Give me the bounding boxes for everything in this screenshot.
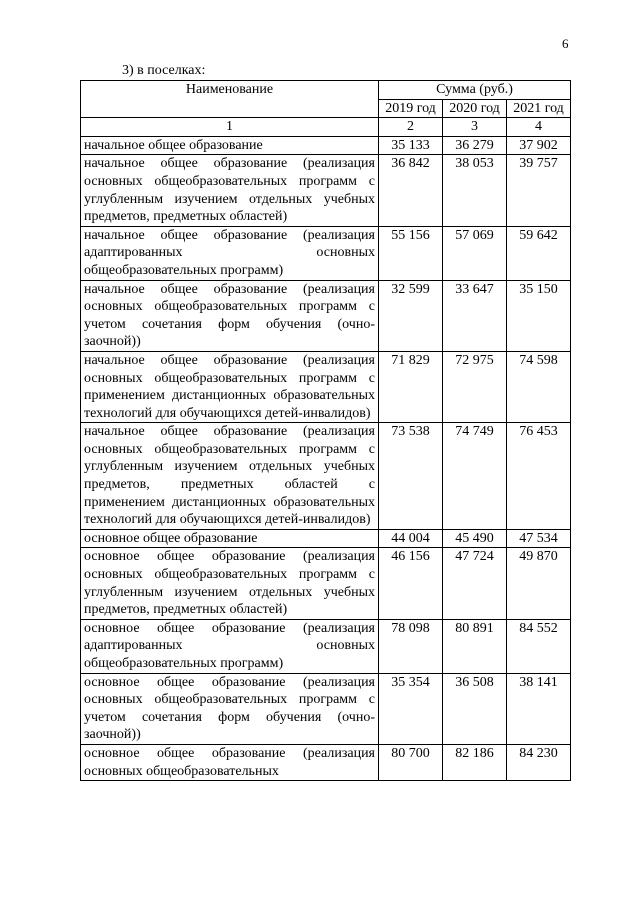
value-2020: 36 279 — [443, 136, 507, 155]
table-row — [81, 548, 571, 619]
value-2019: 80 700 — [379, 744, 443, 780]
value-2020: 47 724 — [443, 548, 507, 619]
value-2021: 74 598 — [507, 351, 571, 422]
table-row — [81, 529, 571, 548]
value-2020: 80 891 — [443, 619, 507, 673]
value-2020: 74 749 — [443, 423, 507, 530]
table-row — [81, 155, 571, 226]
table-row — [81, 619, 571, 673]
table-row — [81, 226, 571, 280]
value-2019: 35 354 — [379, 673, 443, 744]
value-2021: 84 552 — [507, 619, 571, 673]
value-2021: 49 870 — [507, 548, 571, 619]
value-2019: 36 842 — [379, 155, 443, 226]
header-sum: Сумма (руб.) — [379, 81, 571, 100]
page-number: 6 — [562, 36, 569, 51]
header-row — [81, 81, 571, 100]
row-name: начальное общее образование — [81, 136, 379, 155]
value-2020: 57 069 — [443, 226, 507, 280]
table-row — [81, 280, 571, 351]
value-2021: 39 757 — [507, 155, 571, 226]
table-row — [81, 351, 571, 422]
value-2020: 36 508 — [443, 673, 507, 744]
cost-table — [80, 80, 571, 781]
value-2020: 38 053 — [443, 155, 507, 226]
value-2021: 76 453 — [507, 423, 571, 530]
value-2019: 71 829 — [379, 351, 443, 422]
value-2019: 35 133 — [379, 136, 443, 155]
header-name: Наименование — [81, 81, 379, 118]
table-row — [81, 673, 571, 744]
row-name: основное общее образование (реализация адаптированных основных общеобразовательных программ) — [81, 619, 379, 673]
value-2021: 84 230 — [507, 744, 571, 780]
row-name: основное общее образование (реализация основных общеобразовательных программ с учетом сочетания форм обучения (очно-заочной)) — [81, 673, 379, 744]
row-name: основное общее образование (реализация основных общеобразовательных — [81, 744, 379, 780]
table-row — [81, 423, 571, 530]
row-name: начальное общее образование (реализация основных общеобразовательных программ с углубленным изучением отдельных учебных предметов, предметных областей с применением дистанционных образовательных технологий для обучающихся детей-инвалидов) — [81, 423, 379, 530]
row-name: начальное общее образование (реализация основных общеобразовательных программ с учетом сочетания форм обучения (очно-заочной)) — [81, 280, 379, 351]
column-number: 1 — [81, 118, 379, 137]
column-number: 2 — [379, 118, 443, 137]
value-2019: 78 098 — [379, 619, 443, 673]
table-row — [81, 136, 571, 155]
value-2019: 44 004 — [379, 529, 443, 548]
row-name: основное общее образование (реализация основных общеобразовательных программ с углубленным изучением отдельных учебных предметов, предметных областей) — [81, 548, 379, 619]
table-row — [81, 744, 571, 780]
value-2020: 33 647 — [443, 280, 507, 351]
value-2020: 82 186 — [443, 744, 507, 780]
row-name: начальное общее образование (реализация основных общеобразовательных программ с углубленным изучением отдельных учебных предметов, предметных областей) — [81, 155, 379, 226]
value-2021: 35 150 — [507, 280, 571, 351]
value-2019: 55 156 — [379, 226, 443, 280]
value-2021: 59 642 — [507, 226, 571, 280]
column-number: 3 — [443, 118, 507, 137]
value-2020: 45 490 — [443, 529, 507, 548]
section-caption: 3) в поселках: — [122, 63, 206, 78]
value-2019: 73 538 — [379, 423, 443, 530]
value-2019: 46 156 — [379, 548, 443, 619]
value-2021: 37 902 — [507, 136, 571, 155]
column-numbers-row — [81, 118, 571, 137]
value-2021: 38 141 — [507, 673, 571, 744]
row-name: начальное общее образование (реализация основных общеобразовательных программ с применением дистанционных образовательных технологий для обучающихся детей-инвалидов) — [81, 351, 379, 422]
value-2021: 47 534 — [507, 529, 571, 548]
value-2020: 72 975 — [443, 351, 507, 422]
row-name: начальное общее образование (реализация адаптированных основных общеобразовательных программ) — [81, 226, 379, 280]
row-name: основное общее образование — [81, 529, 379, 548]
header-year: 2019 год — [379, 99, 443, 118]
header-year: 2021 год — [507, 99, 571, 118]
column-number: 4 — [507, 118, 571, 137]
value-2019: 32 599 — [379, 280, 443, 351]
header-year: 2020 год — [443, 99, 507, 118]
